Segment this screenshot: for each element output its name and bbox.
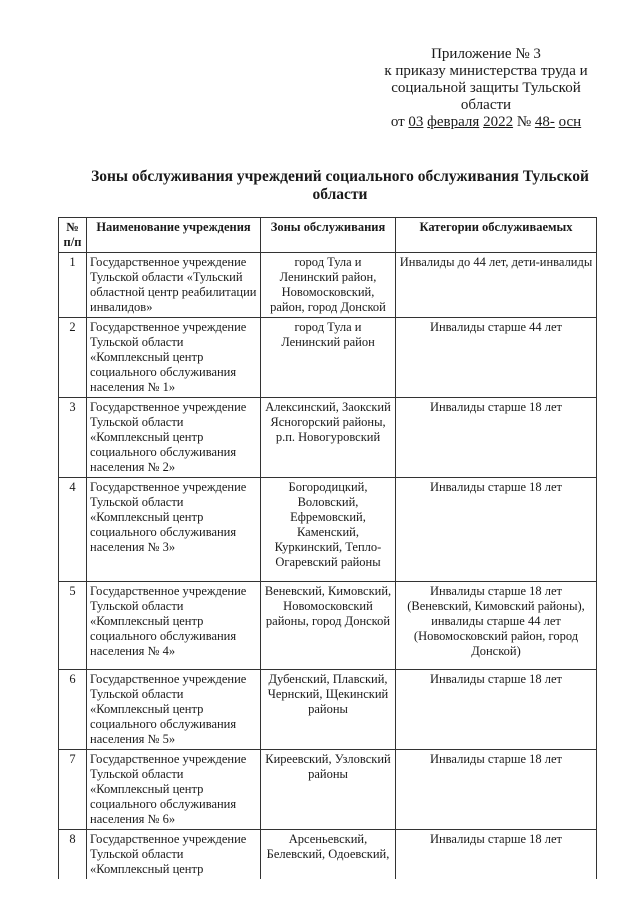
- service-zone: Веневский, Кимовский, Новомосковский районы, город Донской: [261, 582, 396, 670]
- client-category: Инвалиды старше 18 лет: [396, 830, 597, 880]
- header-zone: Зоны обслуживания: [261, 218, 396, 253]
- row-num: 3: [59, 398, 87, 478]
- table-row: [59, 398, 597, 478]
- row-num: 1: [59, 253, 87, 318]
- date-prefix: от: [390, 114, 405, 130]
- appendix-line: области: [460, 97, 512, 113]
- table-row: [59, 582, 597, 670]
- row-num: 6: [59, 670, 87, 750]
- client-category: Инвалиды старше 18 лет (Веневский, Кимовский районы), инвалиды старше 44 лет (Новомосковский район, город Донской): [396, 582, 597, 670]
- zones-table: [58, 217, 597, 879]
- table-row: [59, 318, 597, 398]
- client-category: Инвалиды старше 44 лет: [396, 318, 597, 398]
- table-row: [59, 478, 597, 582]
- date-day: 03: [408, 114, 424, 130]
- service-zone: город Тула и Ленинский район: [261, 318, 396, 398]
- client-category: Инвалиды старше 18 лет: [396, 398, 597, 478]
- table-row: [59, 750, 597, 830]
- appendix-title: Приложение № 3: [431, 46, 541, 62]
- appendix-line: социальной защиты Тульской: [391, 80, 581, 96]
- institution-name: Государственное учреждение Тульской области «Комплексный центр социального обслуживания населения № 4»: [87, 582, 261, 670]
- header-name: Наименование учреждения: [87, 218, 261, 253]
- appendix-date-line: [376, 114, 596, 131]
- institution-name: Государственное учреждение Тульской области «Комплексный центр: [87, 830, 261, 880]
- table-row: [59, 830, 597, 880]
- date-year: 2022: [483, 114, 514, 130]
- service-zone: Киреевский, Узловский районы: [261, 750, 396, 830]
- service-zone: город Тула и Ленинский район, Новомосковский, район, город Донской: [261, 253, 396, 318]
- document-title: Зоны обслуживания учреждений социального обслуживания Тульской области: [91, 168, 589, 203]
- row-num: 7: [59, 750, 87, 830]
- client-category: Инвалиды до 44 лет, дети-инвалиды: [396, 253, 597, 318]
- row-num: 5: [59, 582, 87, 670]
- service-zone: Алексинский, Заокский Ясногорский районы, р.п. Новогуровский: [261, 398, 396, 478]
- institution-name: Государственное учреждение Тульской области «Комплексный центр социального обслуживания населения № 6»: [87, 750, 261, 830]
- service-zone: Арсеньевский, Белевский, Одоевский,: [261, 830, 396, 880]
- table-row: [59, 670, 597, 750]
- appendix-block: [376, 46, 596, 131]
- table-header-row: [59, 218, 597, 253]
- service-zone: Дубенский, Плавский, Чернский, Щекинский районы: [261, 670, 396, 750]
- client-category: Инвалиды старше 18 лет: [396, 478, 597, 582]
- institution-name: Государственное учреждение Тульской области «Комплексный центр социального обслуживания населения № 5»: [87, 670, 261, 750]
- header-category: Категории обслуживаемых: [396, 218, 597, 253]
- institution-name: Государственное учреждение Тульской области «Комплексный центр социального обслуживания населения № 1»: [87, 318, 261, 398]
- service-zone: Богородицкий, Воловский, Ефремовский, Каменский, Куркинский, Тепло-Огаревский районы: [261, 478, 396, 582]
- client-category: Инвалиды старше 18 лет: [396, 670, 597, 750]
- order-suffix: осн: [558, 114, 582, 130]
- appendix-line: к приказу министерства труда и: [384, 63, 588, 79]
- number-sign: №: [516, 114, 532, 130]
- row-num: 4: [59, 478, 87, 582]
- date-month: февраля: [427, 114, 480, 130]
- institution-name: Государственное учреждение Тульской области «Комплексный центр социального обслуживания населения № 3»: [87, 478, 261, 582]
- client-category: Инвалиды старше 18 лет: [396, 750, 597, 830]
- institution-name: Государственное учреждение Тульской области «Тульский областной центр реабилитации инвалидов»: [87, 253, 261, 318]
- row-num: 8: [59, 830, 87, 880]
- table-row: [59, 253, 597, 318]
- order-number: 48-: [534, 114, 555, 130]
- institution-name: Государственное учреждение Тульской области «Комплексный центр социального обслуживания населения № 2»: [87, 398, 261, 478]
- row-num: 2: [59, 318, 87, 398]
- header-num: № п/п: [59, 218, 87, 253]
